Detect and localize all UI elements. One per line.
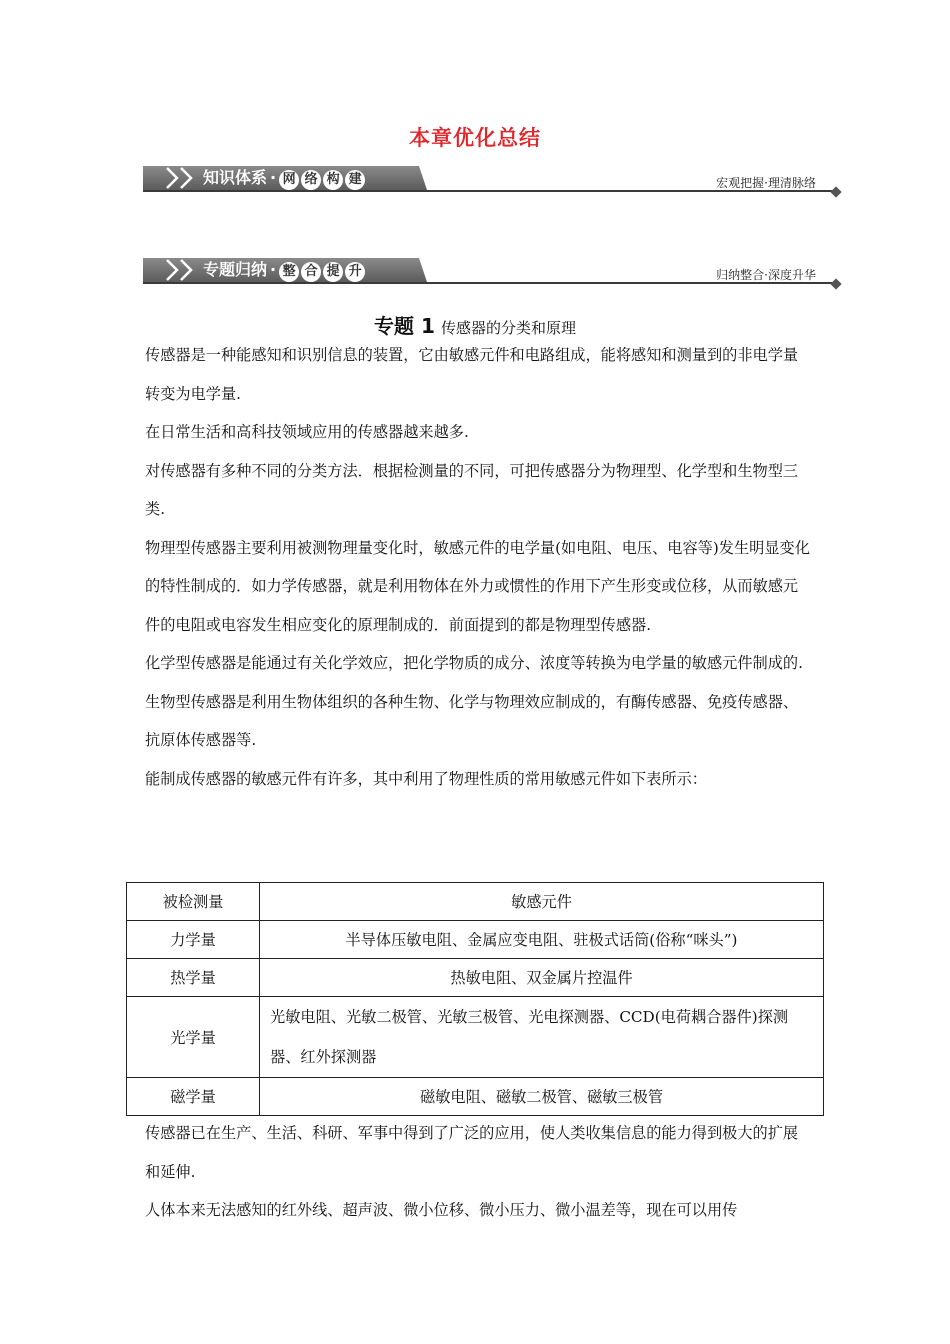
topic-name: 传感器的分类和原理 <box>440 319 576 337</box>
table-row <box>127 959 824 997</box>
table-header-cell: 被检测量 <box>127 883 260 921</box>
table-row <box>127 921 824 959</box>
sensor-table <box>126 882 824 1116</box>
paragraph: 物理型传感器主要利用被测物理量变化时，敏感元件的电学量(如电阻、电压、电容等)发生明显变化的特性制成的．如力学传感器，就是利用物体在外力或惯性的作用下产生形变或位移，从而敏感元件的电阻或电容发生相应变化的原理制成的．前面提到的都是物理型传感器. <box>145 538 810 634</box>
paragraph: 传感器已在生产、生活、科研、军事中得到了广泛的应用，使人类收集信息的能力得到极大的扩展和延伸. <box>145 1124 799 1181</box>
paragraph: 对传感器有多种不同的分类方法．根据检测量的不同，可把传感器分为物理型、化学型和生物型三类. <box>145 461 799 518</box>
paragraph: 能制成传感器的敏感元件有许多，其中利用了物理性质的常用敏感元件如下表所示： <box>145 769 707 788</box>
section-tagline: 归纳整合·深度升华 <box>716 268 816 282</box>
table-cell: 光学量 <box>127 997 260 1078</box>
section-badge: 提 <box>323 262 343 282</box>
topic-number: 专题 1 <box>374 314 435 338</box>
paragraph: 人体本来无法感知的红外线、超声波、微小位移、微小压力、微小温差等，现在可以用传 <box>145 1201 738 1219</box>
table-header-row <box>127 883 824 921</box>
section-badge: 网 <box>279 170 299 190</box>
section-label-dot: · <box>270 260 277 279</box>
table-cell: 磁学量 <box>127 1078 260 1116</box>
section-badge: 络 <box>301 170 321 190</box>
table-cell: 力学量 <box>127 921 260 959</box>
table-row <box>127 1078 824 1116</box>
table-cell: 光敏电阻、光敏二极管、光敏三极管、光电探测器、CCD(电荷耦合器件)探测器、红外探测器 <box>260 997 824 1078</box>
body-text-bottom <box>145 1114 810 1230</box>
table-cell: 热敏电阻、双金属片控温件 <box>260 959 824 997</box>
section-badge: 整 <box>279 262 299 282</box>
body-text-top <box>145 336 810 798</box>
section-label-dot: · <box>270 168 277 187</box>
diamond-icon <box>830 278 841 289</box>
chevron-right-icon <box>179 166 195 190</box>
paragraph: 传感器是一种能感知和识别信息的装置，它由敏感元件和电路组成，能将感知和测量到的非电学量转变为电学量. <box>145 346 799 403</box>
section-label-text: 专题归纳 <box>203 260 268 279</box>
table-row <box>127 997 824 1078</box>
paragraph: 在日常生活和高科技领域应用的传感器越来越多. <box>145 423 469 441</box>
section-badge: 合 <box>301 262 321 282</box>
section-label-text: 知识体系 <box>203 168 268 187</box>
table-cell: 磁敏电阻、磁敏二极管、磁敏三极管 <box>260 1078 824 1116</box>
section-label <box>203 259 367 282</box>
chevron-right-icon <box>179 258 195 282</box>
section-header-topic-summary <box>143 258 840 286</box>
table-header-cell: 敏感元件 <box>260 883 824 921</box>
section-badge: 升 <box>345 262 365 282</box>
section-tagline: 宏观把握·理清脉络 <box>716 176 816 190</box>
table-cell: 半导体压敏电阻、金属应变电阻、驻极式话筒(俗称“咪头”) <box>260 921 824 959</box>
page-title: 本章优化总结 <box>409 126 541 150</box>
section-label <box>203 167 367 190</box>
table-cell: 热学量 <box>127 959 260 997</box>
paragraph: 化学型传感器是能通过有关化学效应，把化学物质的成分、浓度等转换为电学量的敏感元件制成的. <box>145 654 803 672</box>
section-badge: 构 <box>323 170 343 190</box>
paragraph: 生物型传感器是利用生物体组织的各种生物、化学与物理效应制成的，有酶传感器、免疫传感器、抗原体传感器等. <box>145 692 799 749</box>
topic-heading <box>0 310 950 339</box>
section-badge: 建 <box>345 170 365 190</box>
section-header-knowledge-system <box>143 166 840 194</box>
diamond-icon <box>830 186 841 197</box>
